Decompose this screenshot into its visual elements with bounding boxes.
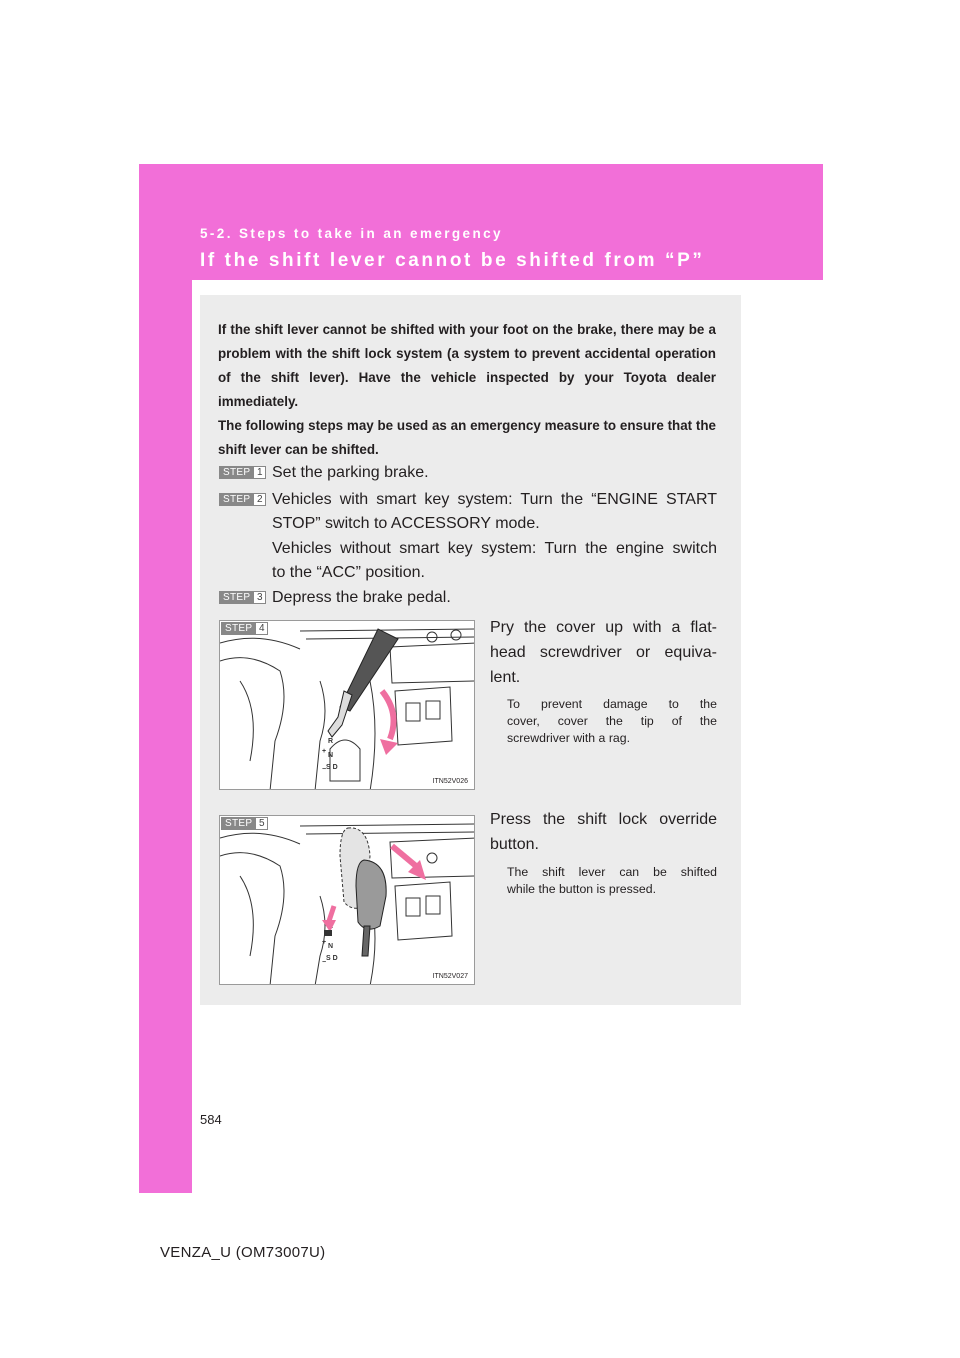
- intro-text: [218, 318, 716, 462]
- step-text: STOP” switch to ACCESSORY mode.: [272, 515, 540, 532]
- step-text: Depress the brake pedal.: [272, 589, 451, 606]
- svg-text:+: +: [322, 939, 327, 946]
- step-note: cover, cover the tip of the: [507, 714, 717, 728]
- figure-code: ITN52V026: [432, 778, 468, 785]
- step-text: Vehicles with smart key system: Turn the “ENGINE START: [272, 491, 717, 508]
- svg-text:−: −: [322, 959, 327, 966]
- step-note: screwdriver with a rag.: [507, 731, 631, 745]
- page-number: 584: [200, 1112, 222, 1127]
- step-badge-number: 3: [254, 591, 266, 604]
- svg-text:−: −: [322, 766, 327, 773]
- step-alt-text: to the “ACC” position.: [272, 564, 425, 581]
- step-badge-number: 5: [256, 817, 268, 830]
- step-note: The shift lever can be shifted: [507, 865, 717, 879]
- step-text: Set the parking brake.: [272, 464, 429, 481]
- intro-paragraph: If the shift lever cannot be shifted with your foot on the brake, there may be a problem with the shift lock system (a system to prevent accidental operation of the shift lever). Have the vehicle inspected by your Toyota dealer immediately.: [218, 322, 716, 409]
- step-badge-word: STEP: [221, 622, 256, 635]
- step-text: button.: [490, 836, 539, 853]
- override-button-illustration: [219, 815, 475, 985]
- step-text: lent.: [490, 669, 521, 686]
- step-badge: [219, 591, 266, 604]
- screwdriver-illustration: [219, 620, 475, 790]
- svg-text:N: N: [328, 943, 334, 950]
- footer-doc-code: VENZA_U (OM73007U): [160, 1244, 326, 1261]
- svg-text:+: +: [322, 748, 327, 755]
- svg-text:N: N: [328, 752, 334, 759]
- step-badge: [221, 622, 268, 635]
- shift-console-drawing: [220, 621, 475, 790]
- section-label: 5-2. Steps to take in an emergency: [200, 226, 503, 241]
- step-badge: [219, 466, 266, 479]
- step-text: head screwdriver or equiva-: [490, 644, 717, 661]
- step-badge-word: STEP: [221, 817, 256, 830]
- step-text: Press the shift lock override: [490, 811, 717, 828]
- svg-text:S D: S D: [326, 764, 338, 771]
- step-badge-number: 4: [256, 622, 268, 635]
- step-text: Pry the cover up with a flat-: [490, 619, 717, 636]
- svg-text:R: R: [328, 738, 334, 745]
- step-badge-word: STEP: [219, 466, 254, 479]
- intro-paragraph: The following steps may be used as an emergency measure to ensure that the shift lever can be shifted.: [218, 418, 716, 457]
- page-title: If the shift lever cannot be shifted from “P”: [200, 250, 705, 271]
- step-badge-number: 2: [254, 493, 266, 506]
- step-alt-text: Vehicles without smart key system: Turn the engine switch: [272, 540, 717, 557]
- step-badge-word: STEP: [219, 493, 254, 506]
- step-note: To prevent damage to the: [507, 697, 717, 711]
- step-badge: [221, 817, 268, 830]
- step-note: while the button is pressed.: [507, 882, 657, 896]
- step-badge: [219, 493, 266, 506]
- shift-lever-drawing: [220, 816, 475, 985]
- svg-text:S D: S D: [326, 955, 338, 962]
- side-band: [139, 280, 192, 1193]
- step-badge-word: STEP: [219, 591, 254, 604]
- step-badge-number: 1: [254, 466, 266, 479]
- figure-code: ITN52V027: [432, 973, 468, 980]
